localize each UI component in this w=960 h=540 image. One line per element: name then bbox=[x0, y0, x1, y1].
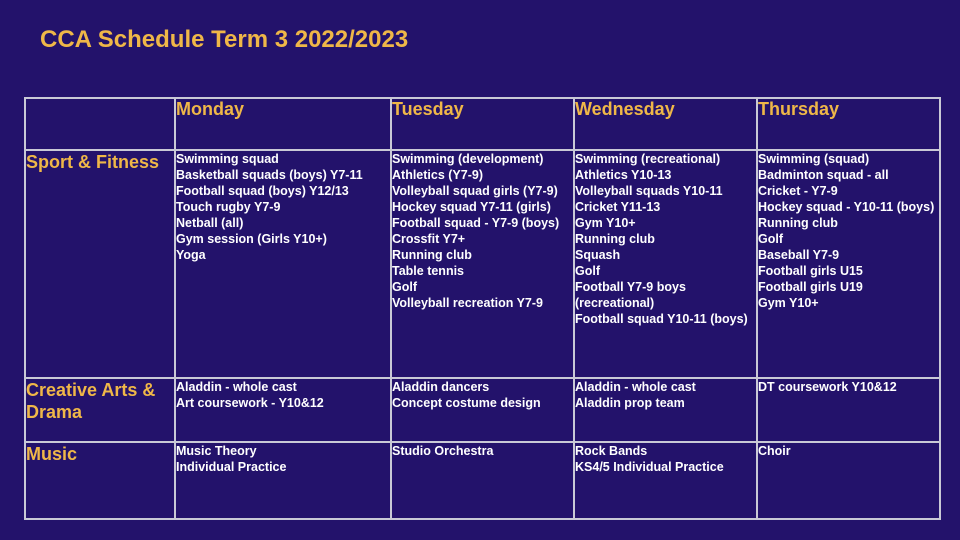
activity-item: Swimming (squad) bbox=[758, 152, 870, 166]
page-title: CCA Schedule Term 3 2022/2023 bbox=[40, 26, 409, 53]
activity-item: Aladdin dancers bbox=[392, 380, 490, 394]
activity-item: Studio Orchestra bbox=[392, 444, 494, 458]
activity-item: Badminton squad - all bbox=[758, 168, 889, 182]
activity-list bbox=[176, 379, 390, 411]
activity-item: Gym Y10+ bbox=[758, 296, 819, 310]
activity-item: DT coursework Y10&12 bbox=[758, 380, 897, 394]
activity-item: Gym session (Girls Y10+) bbox=[176, 232, 327, 246]
activity-item: Rock Bands bbox=[575, 444, 648, 458]
activity-item: Golf bbox=[758, 232, 783, 246]
activity-item: Aladdin - whole cast bbox=[575, 380, 696, 394]
activity-item: Running club bbox=[575, 232, 655, 246]
activity-item: Volleyball recreation Y7-9 bbox=[392, 296, 543, 310]
activity-item: Table tennis bbox=[392, 264, 465, 278]
cell-sport-wednesday bbox=[574, 150, 757, 378]
activity-item: Touch rugby Y7-9 bbox=[176, 200, 281, 214]
activity-list bbox=[758, 151, 939, 311]
activity-item: Football Y7-9 boys (recreational) bbox=[575, 280, 686, 310]
category-music: Music bbox=[25, 442, 175, 519]
activity-item: KS4/5 Individual Practice bbox=[575, 460, 724, 474]
activity-list bbox=[176, 443, 390, 475]
cell-arts-thursday bbox=[757, 378, 940, 442]
table-row-music bbox=[25, 442, 940, 519]
activity-list bbox=[758, 443, 939, 459]
day-header-tuesday: Tuesday bbox=[391, 98, 574, 150]
activity-item: Art coursework - Y10&12 bbox=[176, 396, 324, 410]
cell-arts-wednesday bbox=[574, 378, 757, 442]
activity-item: Aladdin - whole cast bbox=[176, 380, 297, 394]
activity-item: Gym Y10+ bbox=[575, 216, 636, 230]
activity-list bbox=[392, 443, 573, 459]
activity-item: Hockey squad Y7-11 (girls) bbox=[392, 200, 551, 214]
day-header-wednesday: Wednesday bbox=[574, 98, 757, 150]
category-creative-arts-drama: Creative Arts & Drama bbox=[25, 378, 175, 442]
activity-list bbox=[575, 151, 756, 327]
activity-item: Athletics (Y7-9) bbox=[392, 168, 483, 182]
activity-item: Basketball squads (boys) Y7-11 bbox=[176, 168, 363, 182]
cell-arts-tuesday bbox=[391, 378, 574, 442]
activity-item: Volleyball squads Y10-11 bbox=[575, 184, 723, 198]
day-header-monday: Monday bbox=[175, 98, 391, 150]
activity-item: Yoga bbox=[176, 248, 206, 262]
activity-item: Swimming squad bbox=[176, 152, 279, 166]
activity-item: Aladdin prop team bbox=[575, 396, 685, 410]
activity-item: Golf bbox=[392, 280, 417, 294]
activity-item: Football girls U15 bbox=[758, 264, 863, 278]
activity-item: Cricket Y11-13 bbox=[575, 200, 661, 214]
day-header-thursday: Thursday bbox=[757, 98, 940, 150]
corner-cell bbox=[25, 98, 175, 150]
schedule-table bbox=[24, 97, 941, 520]
activity-list bbox=[575, 379, 756, 411]
activity-item: Swimming (development) bbox=[392, 152, 544, 166]
activity-item: Hockey squad - Y10-11 (boys) bbox=[758, 200, 935, 214]
activity-item: Volleyball squad girls (Y7-9) bbox=[392, 184, 558, 198]
cell-music-wednesday bbox=[574, 442, 757, 519]
cell-sport-monday bbox=[175, 150, 391, 378]
cell-music-monday bbox=[175, 442, 391, 519]
table-row-creative-arts-drama bbox=[25, 378, 940, 442]
activity-item: Running club bbox=[758, 216, 838, 230]
cell-sport-tuesday bbox=[391, 150, 574, 378]
table-header-row bbox=[25, 98, 940, 150]
activity-item: Athletics Y10-13 bbox=[575, 168, 672, 182]
activity-item: Football girls U19 bbox=[758, 280, 863, 294]
activity-item: Swimming (recreational) bbox=[575, 152, 721, 166]
activity-item: Individual Practice bbox=[176, 460, 287, 474]
activity-item: Music Theory bbox=[176, 444, 257, 458]
cell-sport-thursday bbox=[757, 150, 940, 378]
activity-item: Football squad (boys) Y12/13 bbox=[176, 184, 349, 198]
activity-list bbox=[392, 151, 573, 311]
cell-arts-monday bbox=[175, 378, 391, 442]
activity-item: Cricket - Y7-9 bbox=[758, 184, 838, 198]
category-sport-fitness: Sport & Fitness bbox=[25, 150, 175, 378]
activity-list bbox=[758, 379, 939, 395]
activity-list bbox=[575, 443, 756, 475]
activity-item: Concept costume design bbox=[392, 396, 541, 410]
activity-item: Netball (all) bbox=[176, 216, 244, 230]
activity-list bbox=[176, 151, 390, 263]
activity-list bbox=[392, 379, 573, 411]
activity-item: Choir bbox=[758, 444, 791, 458]
cell-music-tuesday bbox=[391, 442, 574, 519]
activity-item: Running club bbox=[392, 248, 472, 262]
table-row-sport-fitness bbox=[25, 150, 940, 378]
activity-item: Football squad Y10-11 (boys) bbox=[575, 312, 748, 326]
cell-music-thursday bbox=[757, 442, 940, 519]
activity-item: Crossfit Y7+ bbox=[392, 232, 466, 246]
activity-item: Baseball Y7-9 bbox=[758, 248, 840, 262]
activity-item: Football squad - Y7-9 (boys) bbox=[392, 216, 560, 230]
activity-item: Golf bbox=[575, 264, 600, 278]
activity-item: Squash bbox=[575, 248, 621, 262]
